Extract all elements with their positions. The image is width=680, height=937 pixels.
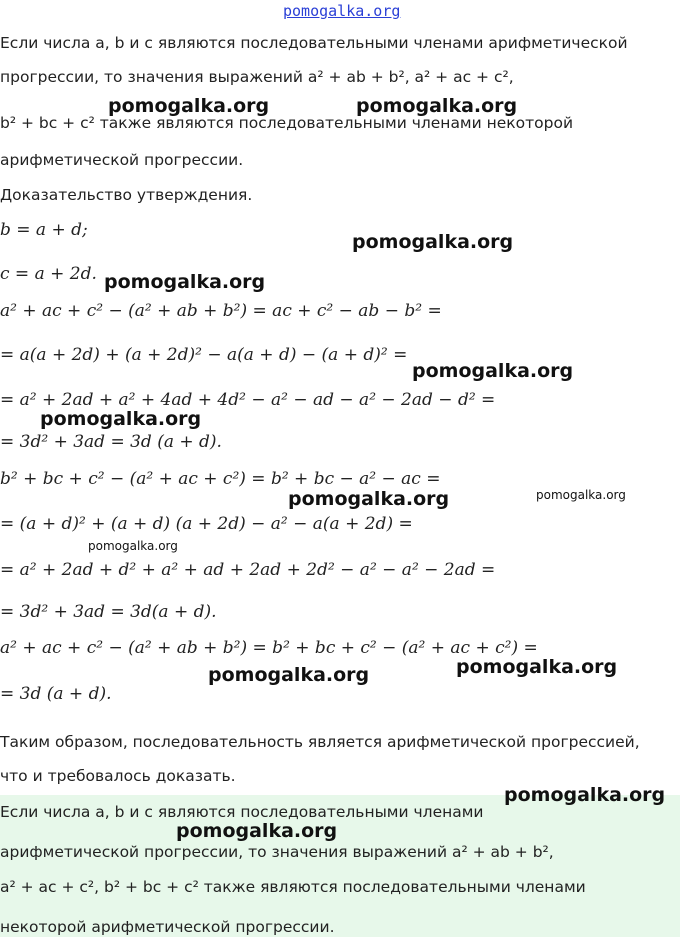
math-line: a² + ac + c² − (a² + ab + b²) = ac + c² − ab − b² = [0, 301, 442, 321]
text-line: арифметической прогрессии. [0, 151, 244, 169]
watermark: pomogalka.org [104, 271, 266, 293]
math-line: = 3d² + 3ad = 3d(a + d). [0, 602, 217, 622]
math-line: b = a + d; [0, 220, 88, 240]
watermark: pomogalka.org [208, 664, 370, 686]
answer-line: арифметической прогрессии, то значения выражений a² + ab + b², [0, 843, 554, 861]
watermark: pomogalka.org [504, 784, 666, 806]
text-line: b² + bc + c² также являются последовательными членами некоторой [0, 114, 574, 132]
math-line: c = a + 2d. [0, 264, 97, 284]
text-line: Если числа a, b и c являются последовательными членами арифметической [0, 34, 628, 52]
watermark-top-link[interactable]: pomogalka.org [283, 2, 401, 20]
watermark: pomogalka.org [88, 539, 178, 553]
watermark: pomogalka.org [356, 95, 518, 117]
math-line: = a(a + 2d) + (a + 2d)² − a(a + d) − (a + d)² = [0, 345, 408, 365]
watermark: pomogalka.org [412, 360, 574, 382]
math-line: = a² + 2ad + a² + 4ad + 4d² − a² − ad − a² − 2ad − d² = [0, 390, 496, 410]
answer-line: a² + ac + c², b² + bc + c² также являются последовательными членами [0, 878, 586, 896]
text-line: Таким образом, последовательность является арифметической прогрессией, [0, 733, 640, 751]
watermark: pomogalka.org [176, 820, 338, 842]
watermark: pomogalka.org [288, 488, 450, 510]
watermark: pomogalka.org [456, 656, 618, 678]
math-line: = (a + d)² + (a + d) (a + 2d) − a² − a(a + 2d) = [0, 514, 413, 534]
text-line: Доказательство утверждения. [0, 186, 253, 204]
watermark: pomogalka.org [40, 408, 202, 430]
text-line: прогрессии, то значения выражений a² + ab + b², a² + ac + c², [0, 68, 514, 86]
math-line: = 3d (a + d). [0, 684, 112, 704]
watermark: pomogalka.org [352, 231, 514, 253]
watermark: pomogalka.org [536, 488, 626, 502]
answer-line: некоторой арифметической прогрессии. [0, 918, 335, 936]
math-line: a² + ac + c² − (a² + ab + b²) = b² + bc + c² − (a² + ac + c²) = [0, 638, 538, 658]
answer-line: Если числа a, b и c являются последовательными членами [0, 803, 484, 821]
math-line: = 3d² + 3ad = 3d (a + d). [0, 432, 222, 452]
watermark: pomogalka.org [108, 95, 270, 117]
math-line: b² + bc + c² − (a² + ac + c²) = b² + bc − a² − ac = [0, 469, 441, 489]
text-line: что и требовалось доказать. [0, 767, 236, 785]
math-line: = a² + 2ad + d² + a² + ad + 2ad + 2d² − a² − a² − 2ad = [0, 560, 496, 580]
